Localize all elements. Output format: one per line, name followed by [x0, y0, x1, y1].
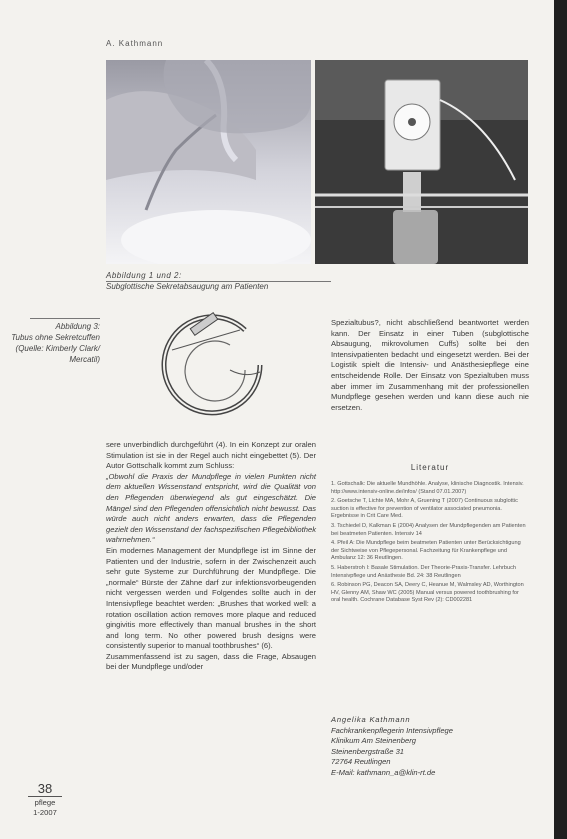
reference-item: 4. Pfeil A: Die Mundpflege beim beatmeten Patienten unter Berücksichtigung der Sichtweise von Pflegepersonal. Fachzeitung für Krankenpflege und Ambulanz 12: 36 Reutlingen.	[331, 540, 521, 562]
journal-name: pflege	[34, 798, 56, 807]
journal-issue: 1-2007	[33, 808, 57, 817]
running-head: A. Kathmann	[106, 39, 164, 48]
page-footer	[20, 781, 70, 818]
reference-item: 6. Robinson PG, Deacon SA, Deery C, Heanue M, Walmsley AD, Worthington HV, Glenny AM, Shaw WC (2005) Manual versus powered toothbrushing for oral health. Cochrane Database Syst Rev (2): CD002281	[331, 582, 524, 604]
figure-caption-label: Abbildung 1 und 2:	[106, 271, 182, 280]
author-line: Klinikum Am Steinenberg	[331, 736, 416, 746]
footer-rule	[28, 796, 62, 797]
figure-caption-text: Tubus ohne Sekretcuffen (Quelle: Kimberly Clark/ Mercatil)	[11, 333, 100, 364]
figure-caption-3	[10, 318, 100, 365]
page-number: 38	[37, 781, 53, 796]
photo-suction-device	[315, 60, 528, 264]
paragraph: Spezialtubus?, nicht abschließend beantwortet werden kann. Der Einsatz in einer Tuben (subglottische Absaugung, mikrovolumen Cuffs) sollte bei den Intensivpatienten bedacht und eingesetzt werden. Bei der Logistik spielt die Intensiv- und Anästhesiepflege eine entscheidende Rolle. Der Einsatz von Spezialtuben muss aber immer im Zusammenhang mit der professionellen Mundpflege gesehen werden und kann diese auch nie ersetzen.	[331, 318, 529, 412]
scan-edge	[554, 0, 567, 839]
caption-rule	[30, 318, 100, 319]
tube-illustration	[150, 310, 300, 435]
reference-item: 5. Haberstroh I: Basale Stimulation. Der Theorie-Praxis-Transfer. Lehrbuch Intensivpflege und Anästhesie Bd. 24: 38 Reutlingen	[331, 564, 516, 579]
author-line: Steinenbergstraße 31	[331, 746, 405, 756]
author-line: 72764 Reutlingen	[331, 757, 391, 767]
author-line: Fachkrankenpflegerin Intensivpflege	[331, 725, 453, 735]
quote-paragraph: „Obwohl die Praxis der Mundpflege in vielen Punkten nicht dem aktuellen Wissenstand entspricht, wird die Qualität von den Pflegenden überwiegend als gut eingeschätzt. Die Mängel sind den Pflegenden offensichtlich nicht bewusst. Das würde auch nicht anders erwarten, dass die Pflegenden gezielt den Wissenstand der fachspezifischen Pflegebibliothek wahrnehmen.“	[106, 471, 316, 545]
right-column	[331, 318, 529, 413]
author-email: E-Mail: kathmann_a@klin-rt.de	[331, 767, 436, 777]
reference-item: 1. Gottschalk: Die aktuelle Mundhöhle. Analyse, klinische Diagnostik. Intensiv. http://www.intensiv-online.de/infos/ (Stand 07.01.2007)	[331, 481, 524, 495]
reference-list	[331, 481, 529, 607]
left-column	[106, 440, 316, 673]
photo-patient	[106, 60, 311, 264]
paragraph: Zusammenfassend ist zu sagen, dass die Frage, Absaugen bei der Mundpflege und/oder	[106, 651, 316, 672]
caption-rule	[106, 281, 331, 282]
author-name: Angelika Kathmann	[331, 715, 411, 724]
reference-item: 2. Goetsche T, Lichte MA, Mohr A, Gruening T (2007) Continuous subglottic suction is effective for prevention of ventilator associated pneumonia. Ergebnisse in Crit Care Med.	[331, 498, 518, 520]
paragraph: Ein modernes Management der Mundpflege ist im Sinne der Patienten und der Industrie, sofern in der Zwischenzeit auch sehr gute Systeme zur Durchführung der Mundpflege. Die „normale“ Bürste der Zähne darf zur infektionsvorbeugenden nicht vergessen werden und Folgendes sollte auch in der Intensivpflege beachtet werden: „Brushes that worked well: a rotation oscillation action removes more plaque and reduced gingivitis more effectively than manual brushes in the short and long term. No other powered brush designs were consistently superior to manual toothbrushes“ (6).	[106, 545, 316, 651]
author-block	[331, 715, 529, 779]
paragraph: sere unverbindlich durchgeführt (4). In ein Konzept zur oralen Stimulation ist sie in der Regel auch nicht eingebettet (5). Der Autor Gottschalk kommt zum Schluss:	[106, 440, 316, 471]
reference-item: 3. Tschiedel D, Kalkman E (2004) Analysen der Mundpflegenden am Patienten bei beatmeten Patienten. Intensiv 14	[331, 522, 526, 537]
figure-caption-text: Subglottische Sekretabsaugung am Patienten	[106, 282, 269, 291]
figure-caption-label: Abbildung 3:	[55, 322, 100, 331]
literature-heading: Literatur	[410, 463, 450, 472]
